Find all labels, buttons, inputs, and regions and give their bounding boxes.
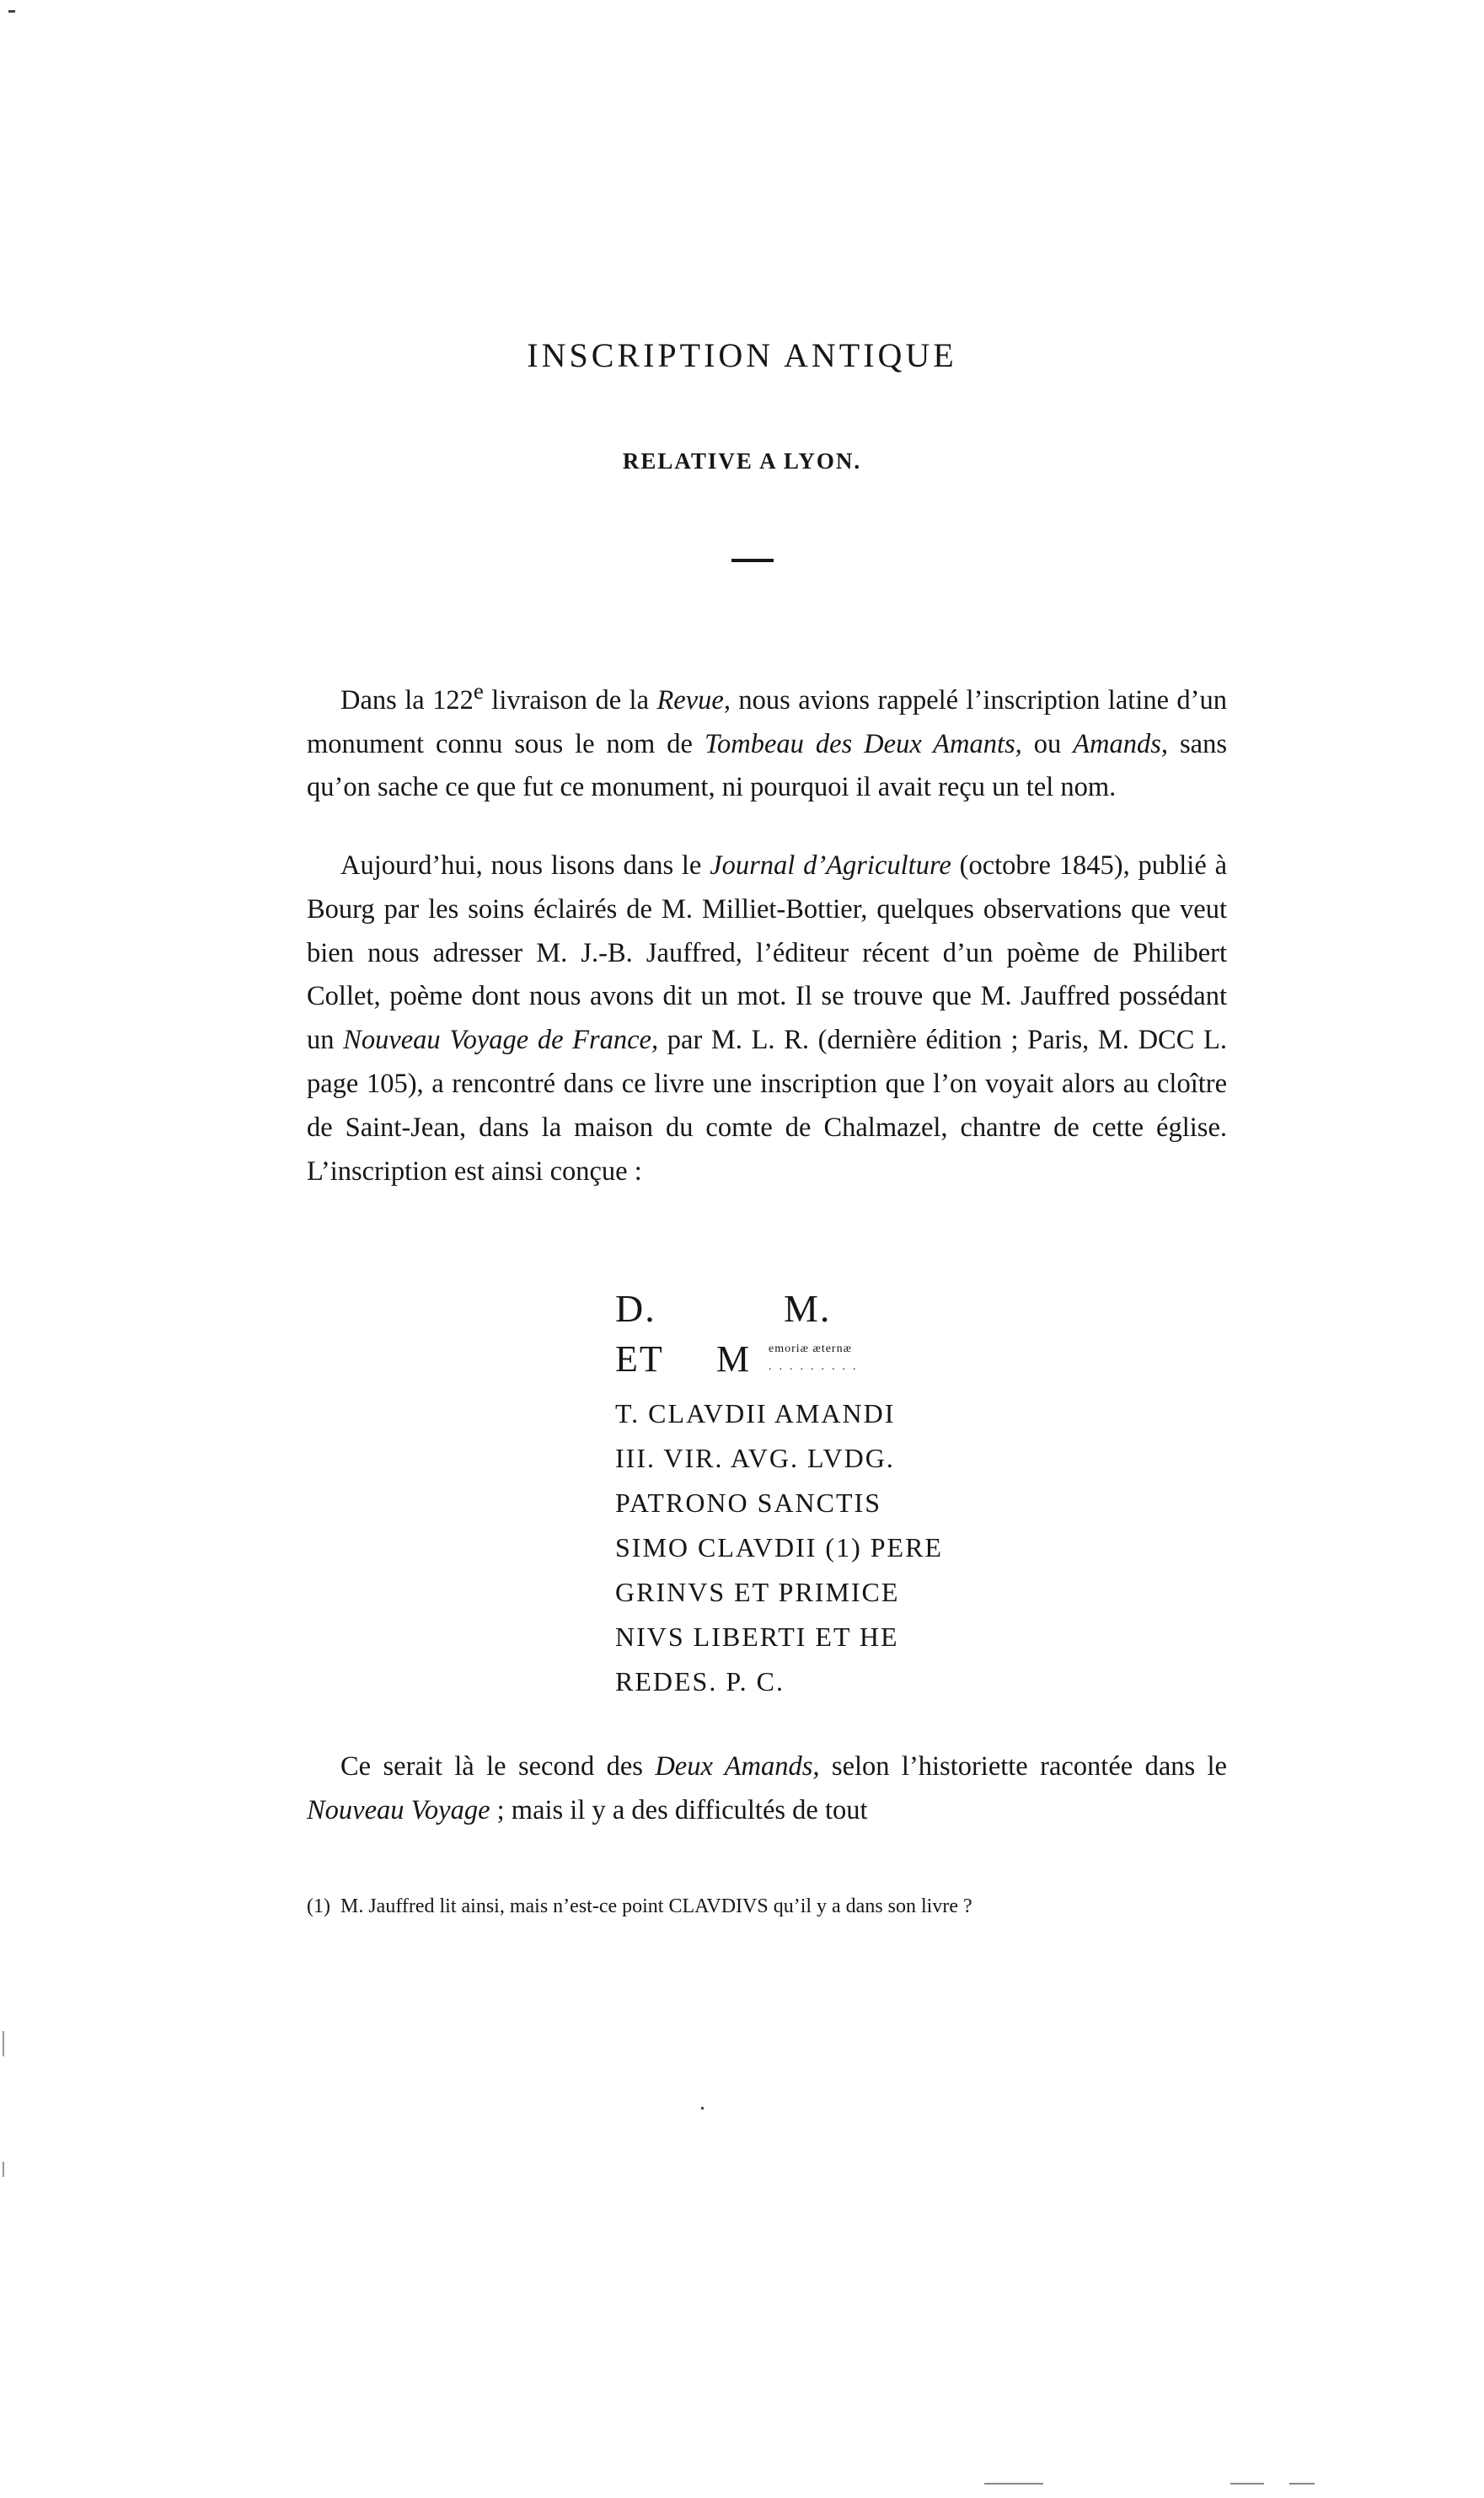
- para3-text-3: ; mais il y a des difficultés de tout: [490, 1794, 868, 1825]
- scan-speck: [3, 2162, 4, 2177]
- inscription-line: PATRONO SANCTIS: [615, 1488, 881, 1518]
- paragraph-3: [307, 1745, 1227, 1833]
- scan-speck: [1289, 2483, 1315, 2485]
- inscription-dm-line: [615, 1285, 952, 1336]
- page-subtitle: RELATIVE A LYON.: [622, 448, 862, 474]
- page-title: INSCRIPTION ANTIQUE: [527, 336, 957, 374]
- inscription-block: [615, 1285, 952, 1704]
- paragraph-2: [307, 844, 1227, 1193]
- para3-deux-amands: Deux Amands,: [655, 1751, 820, 1782]
- footnote-marker: (1): [307, 1895, 330, 1917]
- inscription-dots: .........: [769, 1360, 864, 1373]
- scan-speck: [1230, 2483, 1264, 2485]
- para1-text-1: Dans la 122: [340, 684, 474, 716]
- para2-journal: Journal d’Agriculture: [710, 850, 951, 881]
- paragraph-1: [307, 670, 1227, 810]
- para1-text-3: nous avions rappelé l’inscription latine d’un monument connu sous le nom de: [307, 684, 1227, 759]
- para1-text-2: livraison de la: [483, 684, 657, 716]
- para3-text-2: selon l’historiette racontée dans le: [819, 1751, 1227, 1782]
- inscription-line: REDES. P. C.: [615, 1666, 785, 1697]
- para2-text-2: (octobre 1845), publié à Bourg par les soins éclairés de M. Milliet-Bottier, quelques observations que veut bien nous adresser M. J.-B. Jauffred, l’éditeur récent d’un poème de Philibert Collet, poème dont nous avons dit un mot. Il se trouve que M. Jauffred possédant un: [307, 850, 1227, 1056]
- para1-tombeau: Tombeau des Deux Amants,: [704, 728, 1022, 759]
- inscription-m: M.: [784, 1287, 832, 1330]
- para3-nouveau-voyage: Nouveau Voyage: [307, 1794, 490, 1825]
- title-rule: [731, 559, 774, 562]
- para3-text-1: Ce serait là le second des: [340, 1751, 656, 1782]
- para2-text-1: Aujourd’hui, nous lisons dans le: [340, 850, 710, 881]
- para1-text-5: sans qu’on sache ce que fut ce monument, ni pourquoi il avait reçu un tel nom.: [307, 728, 1227, 803]
- footnote: [307, 1888, 1227, 1925]
- inscription-line: SIMO CLAVDII (1) PERE: [615, 1532, 943, 1563]
- inscription-d: D.: [615, 1287, 656, 1330]
- scan-speck: [8, 10, 15, 13]
- inscription-line: T. CLAVDII AMANDI: [615, 1398, 896, 1429]
- para1-amands: Amands,: [1073, 728, 1169, 759]
- scan-speck: [984, 2483, 1043, 2485]
- inscription-et: ET: [615, 1338, 664, 1380]
- para1-superscript: e: [473, 678, 484, 704]
- inscription-memoriae: emoriæ æternæ: [769, 1343, 852, 1355]
- para2-nouveau: Nouveau Voyage de France,: [343, 1025, 659, 1056]
- footnote-text: M. Jauffred lit ainsi, mais n’est-ce point CLAVDIVS qu’il y a dans son livre ?: [340, 1895, 972, 1917]
- inscription-line: III. VIR. AVG. LVDG.: [615, 1443, 895, 1473]
- para2-text-3: par M. L. R. (dernière édition ; Paris, M. DCC L. page 105), a rencontré dans ce livre une inscription que l’on voyait alors au cloître de Saint-Jean, dans la maison du comte de Chalmazel, chantre de cette église. L’inscription est ainsi conçue :: [307, 1025, 1228, 1187]
- para1-revue: Revue,: [656, 684, 731, 716]
- para1-text-4: ou: [1021, 728, 1074, 759]
- inscription-et-line: [615, 1336, 952, 1391]
- inscription-line: NIVS LIBERTI ET HE: [615, 1622, 899, 1652]
- scan-speck: [3, 2031, 4, 2056]
- inscription-m-letter: M: [716, 1338, 752, 1380]
- scan-speck: [701, 2107, 704, 2109]
- inscription-line: GRINVS ET PRIMICE: [615, 1577, 900, 1607]
